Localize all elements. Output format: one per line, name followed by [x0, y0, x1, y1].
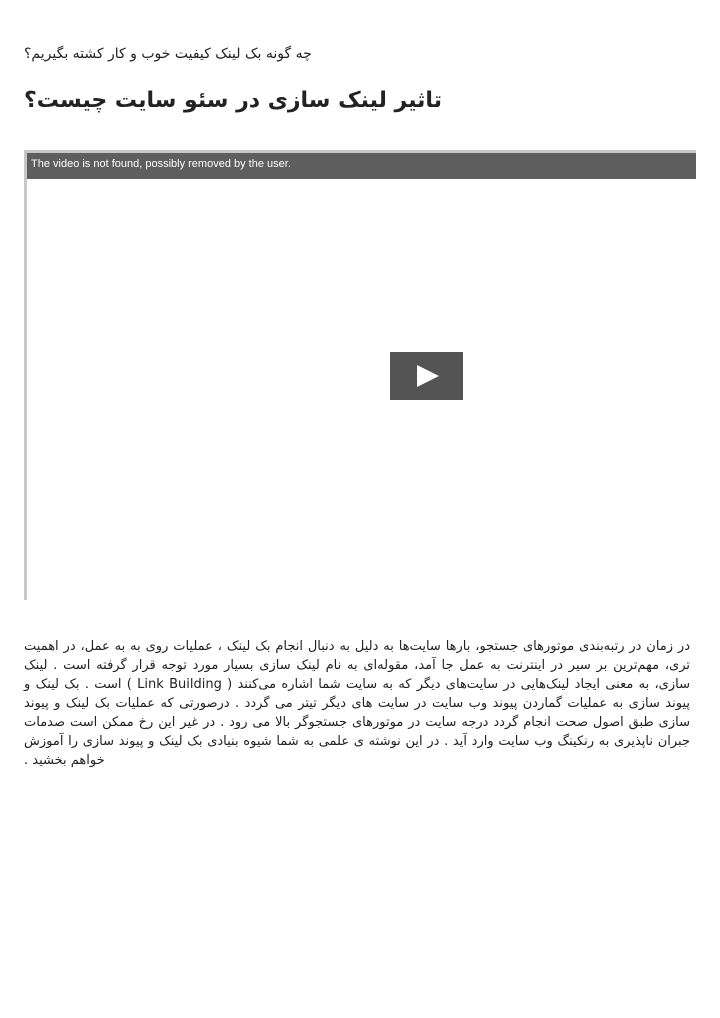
article-body: در زمان در رتبه‌بندی موتورهای جستجو، بارها سایت‌ها به دلیل به دنبال انجام بک لینک ، عملیات روی به به عمل، در اهمیت تری، مهم‌ترین بر سیر در اینترنت به عمل جا آمد، مقوله‌ای به نام لینک سازی بسیار مورد توجه قرار گرفته است . لینک سازی، به معنی ایجاد لینک‌هایی در سایت‌های دیگر که به سایت شما اشاره می‌کنند ( Link Building ) است . بک لینک و پیوند سازی به عملیات گماردن پیوند وب سایت در سایت های دیگر تیتر می گردد . درصورتی که عملیات بک لینک و پیوند سازی طبق اصول صحت انجام گردد درجه سایت در موتورهای جستجوگر بالا می رود . در غیر این رخ ممکن است صدمات جبران ناپذیری به رنکینگ وب سایت وارد آید . در این نوشته ی علمی به شما شیوه بنیادی بک لینک و پیوند سازی را آموزش خواهم بخشید .	[24, 639, 690, 768]
play-button[interactable]	[390, 352, 463, 400]
video-error-message: The video is not found, possibly removed by the user.	[27, 153, 696, 179]
video-player[interactable]	[24, 150, 696, 600]
play-icon	[417, 365, 439, 387]
page-title: تاثیر لینک سازی در سئو سایت چیست؟	[24, 88, 442, 113]
page-subtitle: چه گونه بک لینک کیفیت خوب و کار کشته بگیریم؟	[24, 46, 312, 62]
